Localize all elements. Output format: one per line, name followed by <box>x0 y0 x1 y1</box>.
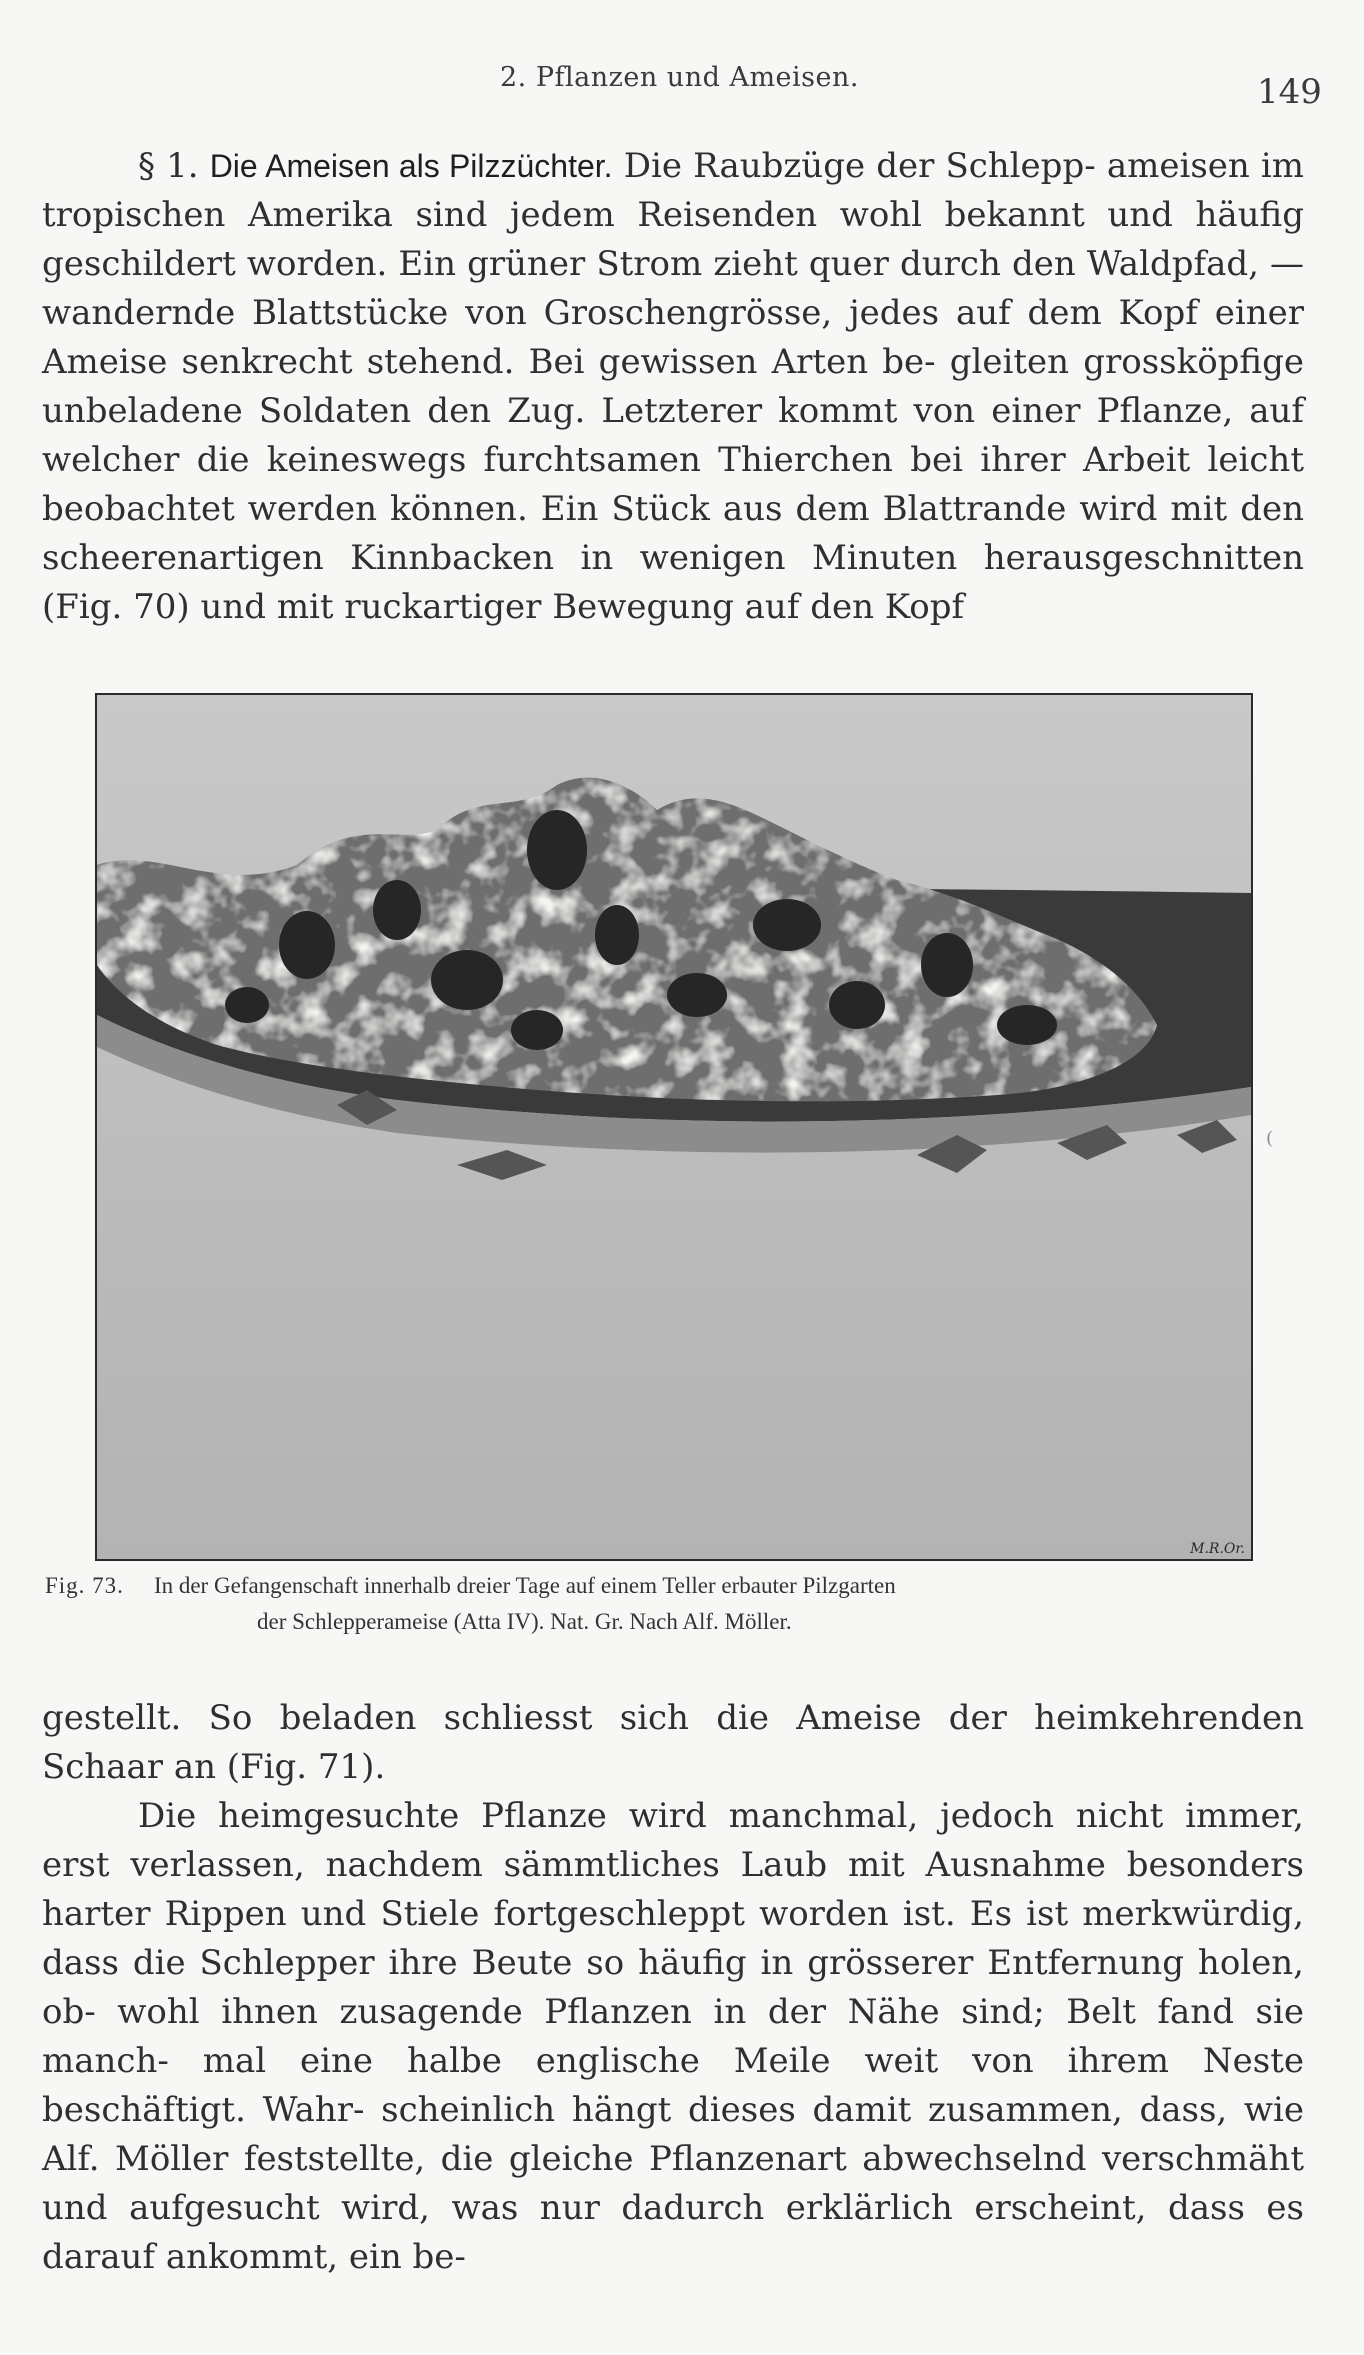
running-head <box>0 62 1364 112</box>
caption-line-1 <box>45 1568 1307 1604</box>
caption-label: Fig. 73. <box>45 1573 124 1598</box>
section-paragraph <box>42 142 1304 632</box>
section-text-top <box>42 142 1304 632</box>
figure-caption <box>45 1568 1307 1640</box>
section-text-bottom <box>42 1694 1304 2282</box>
engraver-signature: M.R.Or. <box>1190 1541 1245 1557</box>
paragraph-2: Die heimgesuchte Pflanze wird manchmal, jedoch nicht immer, erst verlassen, nachdem sämmtliches Laub mit Ausnahme besonders harter Rippen und Stiele fortgeschleppt worden ist. Es ist merkwürdig, dass die Schlepper ihre Beute so häufig in grösserer Entfernung holen, ob- wohl ihnen zusagende Pflanzen in der Nähe sind; Belt fand sie manch- mal eine halbe englische Meile weit von ihrem Neste beschäftigt. Wahr- scheinlich hängt dieses damit zusammen, dass, wie Alf. Möller feststellte, die gleiche Pflanzenart abwechselnd verschmäht und aufgesucht wird, was nur dadurch erklärlich erscheint, dass es darauf ankommt, ein be- <box>42 1796 1304 2277</box>
continuation-paragraph: gestellt. So beladen schliesst sich die Ameise der heimkehrenden Schaar an (Fig. 71). <box>42 1698 1304 1787</box>
figure-photograph <box>95 693 1253 1561</box>
caption-line-2: der Schlepperameise (Atta IV). Nat. Gr. Nach Alf. Möller. <box>257 1609 792 1634</box>
caption-text-1: In der Gefangenschaft innerhalb dreier Tage auf einem Teller erbauter Pilzgarten <box>153 1573 896 1598</box>
section-heading: Die Ameisen als Pilzzüchter. <box>209 148 613 184</box>
running-title: 2. Pflanzen und Ameisen. <box>500 62 859 93</box>
section-sign: § 1. <box>138 146 199 186</box>
margin-mark: ( <box>1266 1128 1274 1149</box>
fungus-garden-photo <box>97 695 1251 1559</box>
page-number: 149 <box>1257 72 1322 112</box>
section-paragraph-text: Die Raubzüge der Schlepp- ameisen im tropischen Amerika sind jedem Reisenden wohl bekannt und häufig geschildert worden. Ein grüner Strom zieht quer durch den Waldpfad, — wandernde Blattstücke von Groschengrösse, jedes auf dem Kopf einer Ameise senkrecht stehend. Bei gewissen Arten be- gleiten grossköpfige unbeladene Soldaten den Zug. Letzterer kommt von einer Pflanze, auf welcher die keineswegs furchtsamen Thierchen bei ihrer Arbeit leicht beobachtet werden können. Ein Stück aus dem Blattrande wird mit den scheerenartigen Kinnbacken in wenigen Minuten herausgeschnitten (Fig. 70) und mit ruckartiger Bewegung auf den Kopf <box>42 146 1305 627</box>
